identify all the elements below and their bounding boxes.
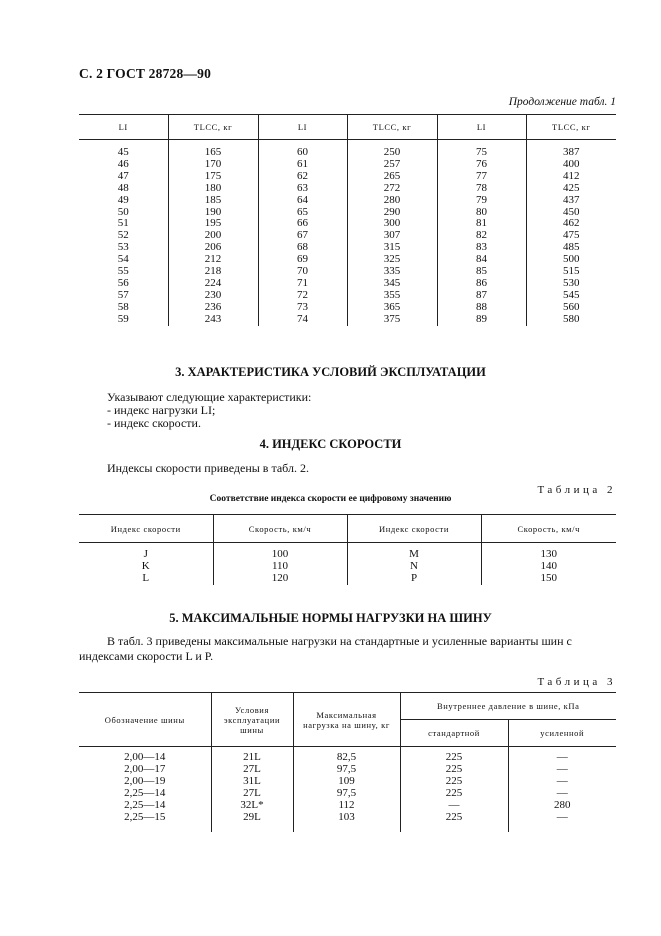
table-cell: 2,25—15: [124, 810, 166, 823]
table-cell: 307: [383, 229, 401, 242]
table-cell: 74: [297, 312, 308, 325]
table-cell: 21L: [243, 751, 261, 763]
table3-column: [508, 747, 616, 833]
table-cell: 335: [383, 265, 401, 278]
table-cell: 110: [271, 559, 289, 572]
table-cell: 290: [383, 205, 401, 218]
table-cell: —: [556, 810, 568, 823]
table-cell: P: [410, 571, 418, 584]
table-cell: 50: [117, 205, 129, 218]
section-3-title: 3. ХАРАКТЕРИСТИКА УСЛОВИЙ ЭКСПЛУАТАЦИИ: [175, 365, 486, 379]
table-cell: 80: [476, 205, 487, 218]
section-4-text: Индексы скорости приведены в табл. 2.: [107, 461, 309, 475]
section-4-title: 4. ИНДЕКС СКОРОСТИ: [259, 437, 402, 451]
table-cell: 175: [204, 169, 222, 182]
table-cell: 280: [554, 798, 571, 811]
table-cell: 2,00—17: [124, 762, 166, 775]
table-cell: 63: [297, 181, 308, 194]
table-cell: 375: [383, 312, 401, 325]
table-cell: 365: [383, 300, 401, 313]
table-cell: 72: [297, 288, 308, 301]
table2-column: [347, 543, 481, 585]
table-cell: 31L: [243, 774, 261, 787]
table-cell: 82,5: [336, 751, 357, 763]
table2-column: [213, 543, 347, 585]
table1-header-tlcc-2: TLCC, кг: [347, 115, 437, 140]
table-cell: M: [409, 548, 419, 560]
table3-column: [79, 747, 211, 833]
table-cell: 225: [445, 751, 463, 763]
table-cell: 77: [476, 169, 487, 182]
table-cell: K: [141, 559, 150, 572]
table-3-label: Таблица 3: [537, 676, 616, 688]
table-cell: 27L: [243, 786, 261, 799]
table-cell: 462: [563, 217, 580, 230]
section-3-item-2: - индекс скорости.: [107, 416, 201, 430]
table-cell: 65: [297, 205, 308, 218]
table-2-label: Таблица 2: [537, 484, 616, 496]
table-cell: 185: [204, 193, 222, 206]
table-cell: 475: [563, 229, 580, 242]
table-cell: 170: [204, 157, 222, 170]
table-cell: 225: [445, 810, 463, 823]
table-cell: 32L*: [240, 798, 264, 811]
table-cell: 69: [297, 253, 308, 266]
table2-header-index-2: Индекс скорости: [347, 515, 481, 543]
table-cell: 75: [476, 146, 487, 158]
table-cell: 66: [297, 217, 308, 230]
table1-header-tlcc-1: TLCC, кг: [168, 115, 258, 140]
table-cell: 300: [383, 217, 401, 230]
section-5-text-line-1: В табл. 3 приведены максимальные нагрузки на стандартные и усиленные варианты шин с: [107, 634, 572, 648]
table-cell: 51: [117, 217, 129, 230]
table-3: [79, 692, 616, 832]
table3-header-standard: стандартной: [400, 720, 508, 747]
table-cell: 130: [540, 548, 557, 560]
table-cell: —: [556, 786, 568, 799]
table-cell: 325: [383, 253, 401, 266]
table3-column: [211, 747, 293, 833]
table1-column: [437, 140, 526, 326]
table-cell: 150: [540, 571, 557, 584]
table-cell: 112: [338, 798, 355, 811]
table-cell: 97,5: [336, 786, 357, 799]
table-cell: 257: [383, 157, 401, 170]
table-cell: 580: [563, 312, 580, 325]
table-cell: 109: [338, 774, 355, 787]
table-cell: 81: [476, 217, 487, 230]
table-cell: 530: [563, 276, 580, 289]
table-cell: 485: [563, 241, 580, 254]
section-3-intro: Указывают следующие характеристики:: [107, 390, 312, 404]
table-cell: 230: [204, 288, 222, 301]
table1-column: [258, 140, 347, 326]
table-cell: 180: [204, 181, 222, 194]
table1-column: [347, 140, 437, 326]
table3-header-pressure: Внутреннее давление в шине, кПа: [400, 693, 616, 720]
section-3-item-1: - индекс нагрузки LI;: [107, 403, 216, 417]
table-cell: 225: [445, 774, 463, 787]
table2-header-speed-1: Скорость, км/ч: [213, 515, 347, 543]
table-cell: 83: [476, 241, 487, 254]
table3-column: [293, 747, 400, 833]
table-cell: 218: [204, 265, 222, 278]
table-cell: 545: [563, 288, 580, 301]
table-cell: 60: [297, 146, 308, 158]
table-cell: 280: [383, 193, 401, 206]
table-cell: 54: [117, 253, 129, 266]
table-cell: 236: [204, 300, 222, 313]
table1-header-tlcc-3: TLCC, кг: [552, 122, 591, 132]
table-cell: 355: [383, 288, 401, 301]
table-cell: 70: [297, 265, 308, 278]
table1-header-li-1: LI: [79, 115, 168, 140]
table-cell: 64: [297, 193, 308, 206]
table-cell: 515: [563, 265, 580, 278]
page-header: С. 2 ГОСТ 28728—90: [79, 66, 212, 81]
table-cell: 29L: [243, 810, 261, 823]
table3-header-reinforced: усиленной: [540, 728, 585, 738]
table-cell: 55: [117, 265, 129, 278]
table-cell: 165: [204, 146, 222, 158]
table-cell: 225: [445, 786, 463, 799]
table3-header-conditions: Условия эксплуатации шины: [211, 693, 293, 747]
table-cell: —: [448, 798, 460, 811]
table-cell: 48: [117, 181, 129, 194]
table-cell: 103: [338, 810, 355, 823]
table-cell: 265: [383, 169, 401, 182]
table-cell: N: [410, 559, 418, 572]
table-cell: 84: [476, 253, 487, 266]
table-cell: 52: [117, 229, 129, 242]
table-1: [79, 114, 616, 326]
table-cell: —: [556, 751, 568, 763]
table-cell: 47: [117, 169, 129, 182]
table-cell: 140: [540, 559, 557, 572]
table-cell: 46: [117, 157, 129, 170]
table2-header-index-1: Индекс скорости: [79, 515, 213, 543]
table-cell: 62: [297, 169, 308, 182]
table-cell: 59: [117, 312, 129, 325]
table-cell: —: [556, 774, 568, 787]
table1-header-li-3: LI: [437, 115, 526, 140]
table-cell: 88: [476, 300, 487, 313]
table-cell: 200: [204, 229, 222, 242]
table-cell: 58: [117, 300, 129, 313]
table-cell: 82: [476, 229, 487, 242]
table-cell: 71: [297, 276, 308, 289]
table-cell: 86: [476, 276, 487, 289]
table-cell: —: [556, 762, 568, 775]
section-5-title: 5. МАКСИМАЛЬНЫЕ НОРМЫ НАГРУЗКИ НА ШИНУ: [169, 611, 492, 625]
table-cell: 243: [204, 312, 222, 325]
table-cell: 500: [563, 253, 580, 266]
table-cell: 78: [476, 181, 487, 194]
table-cell: 437: [563, 193, 580, 206]
section-5-text-line-2: индексами скорости L и P.: [79, 649, 214, 663]
table-cell: 79: [476, 193, 487, 206]
table1-column: [79, 140, 168, 326]
table-cell: 195: [204, 217, 222, 230]
table-cell: 73: [297, 300, 308, 313]
table-cell: 412: [563, 169, 580, 182]
table-cell: 76: [476, 157, 487, 170]
table-cell: 53: [117, 241, 129, 254]
table-cell: 49: [117, 193, 129, 206]
table-continuation-label: Продолжение табл. 1: [508, 96, 616, 108]
table1-column: [526, 140, 616, 326]
table-cell: 68: [297, 241, 308, 254]
table2-column: [79, 543, 213, 585]
table-cell: 100: [271, 548, 289, 560]
table3-header-designation: Обозначение шины: [79, 693, 211, 747]
table-cell: 450: [563, 205, 580, 218]
table-cell: 89: [476, 312, 487, 325]
table-cell: 400: [563, 157, 580, 170]
table-cell: 225: [445, 762, 463, 775]
table-cell: 345: [383, 276, 401, 289]
table-cell: 425: [563, 181, 580, 194]
table-cell: J: [143, 548, 148, 560]
table-cell: 87: [476, 288, 487, 301]
table-cell: 27L: [243, 762, 261, 775]
table1-column: [168, 140, 258, 326]
table-cell: 61: [297, 157, 308, 170]
table-cell: 85: [476, 265, 487, 278]
table-cell: 67: [297, 229, 308, 242]
table2-column: [481, 543, 616, 585]
table-cell: 120: [271, 571, 289, 584]
table-cell: 212: [204, 253, 222, 266]
table-cell: 2,25—14: [124, 798, 166, 811]
table-cell: 560: [563, 300, 580, 313]
table2-header-speed-2: Скорость, км/ч: [517, 523, 580, 534]
table-cell: 224: [204, 276, 222, 289]
table-cell: L: [142, 571, 150, 584]
table-cell: 57: [117, 288, 129, 301]
table-cell: 56: [117, 276, 129, 289]
table-cell: 206: [204, 241, 222, 254]
table-cell: 45: [117, 146, 129, 158]
table-cell: 315: [383, 241, 401, 254]
table-cell: 2,00—14: [124, 751, 166, 763]
table-cell: 387: [563, 146, 580, 158]
table3-column: [400, 747, 508, 833]
table-cell: 2,25—14: [124, 786, 166, 799]
table-cell: 272: [383, 181, 401, 194]
table-2: [79, 514, 616, 585]
table-2-caption: Соответствие индекса скорости ее цифровому значению: [209, 494, 452, 504]
table-cell: 97,5: [336, 762, 357, 775]
table1-header-li-2: LI: [258, 115, 347, 140]
table-cell: 2,00—19: [124, 774, 166, 787]
table3-header-max-load: Максимальная нагрузка на шину, кг: [293, 693, 400, 747]
table-cell: 250: [383, 146, 401, 158]
table-cell: 190: [204, 205, 222, 218]
